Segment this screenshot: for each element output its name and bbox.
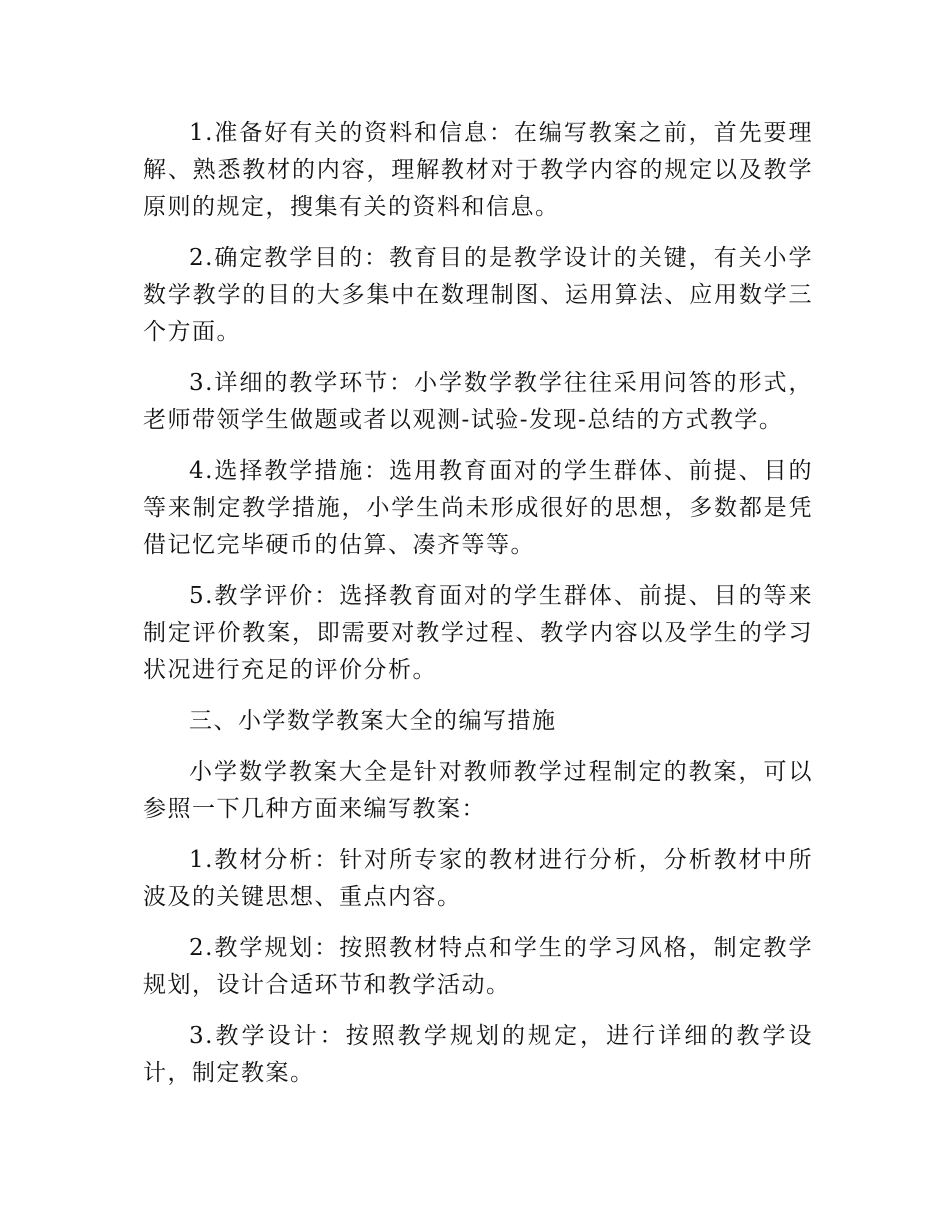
paragraph-section-intro: 小学数学教案大全是针对教师教学过程制定的教案，可以参照一下几种方面来编写教案： — [143, 759, 813, 822]
paragraph-teaching-goals: 2.确定教学目的：教育目的是教学设计的关键，有关小学数学教学的目的大多集中在数理制图、运用算法、应用数学三个方面。 — [143, 245, 813, 345]
paragraph-preparation: 1.准备好有关的资料和信息：在编写教案之前，首先要理解、熟悉教材的内容，理解教材对于教学内容的规定以及教学原则的规定，搜集有关的资料和信息。 — [143, 120, 813, 220]
paragraph-teaching-evaluation: 5.教学评价：选择教育面对的学生群体、前提、目的等来制定评价教案，即需要对教学过程、教学内容以及学生的学习状况进行充足的评价分析。 — [143, 583, 813, 683]
paragraph-teaching-design: 3.教学设计：按照教学规划的规定，进行详细的教学设计，制定教案。 — [143, 1023, 813, 1086]
paragraph-teaching-steps: 3.详细的教学环节：小学数学教学往往采用问答的形式，老师带领学生做题或者以观测-试验-发现-总结的方式教学。 — [143, 370, 813, 433]
document-body — [143, 115, 813, 1106]
paragraph-material-analysis: 1.教材分析：针对所专家的教材进行分析，分析教材中所波及的关键思想、重点内容。 — [143, 847, 813, 910]
paragraph-teaching-plan: 2.教学规划：按照教材特点和学生的学习风格，制定教学规划，设计合适环节和教学活动。 — [143, 935, 813, 998]
paragraph-teaching-measures: 4.选择教学措施：选用教育面对的学生群体、前提、目的等来制定教学措施，小学生尚未形成很好的思想，多数都是凭借记忆完毕硬币的估算、凑齐等等。 — [143, 458, 813, 558]
section-heading: 三、小学数学教案大全的编写措施 — [189, 708, 557, 734]
